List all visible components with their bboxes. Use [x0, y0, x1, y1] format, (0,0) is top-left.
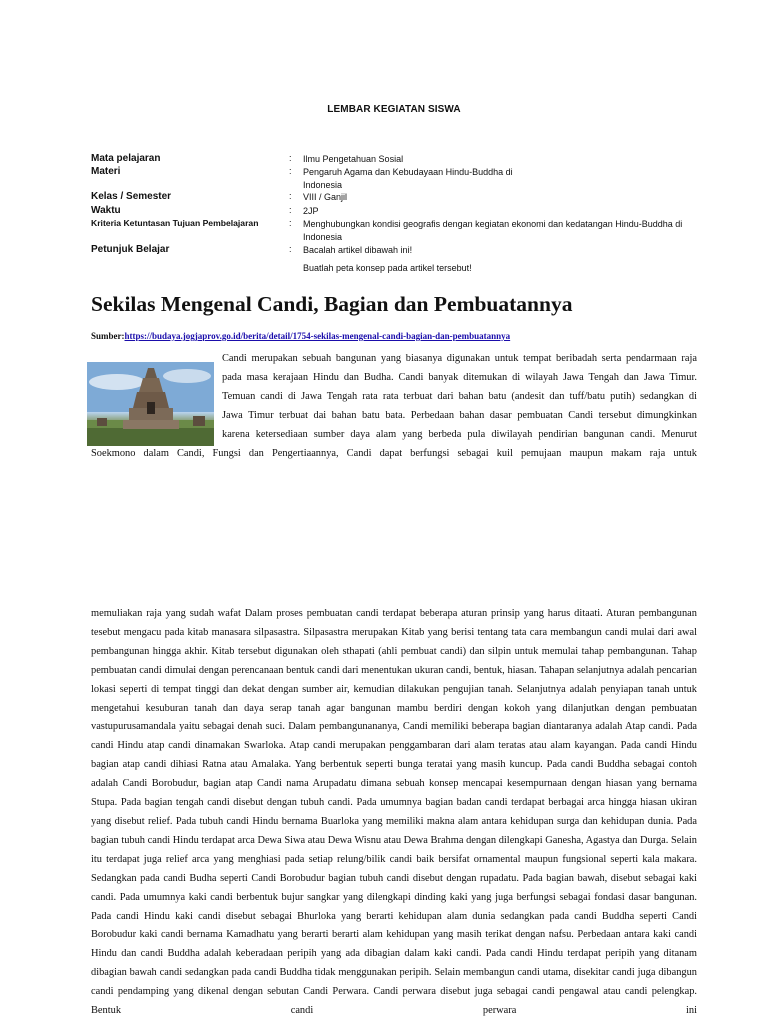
colon: : [289, 153, 292, 163]
article-line: Jawa Timur terbuat dai bahan batu bata. Perbedaan bahan dasar pembuatan Candi tersebut dimungkinkan [222, 409, 697, 421]
info-label: Petunjuk Belajar [91, 244, 170, 255]
article-source: Sumber:https://budaya.jogjaprov.go.id/berita/detail/1754-sekilas-mengenal-candi-bagian-dan-pembuatannya [91, 331, 511, 341]
article-continuation: memuliakan raja yang sudah wafat Dalam proses pembuatan candi terdapat beberapa aturan prinsip yang harus ditaati. Aturan pembangunan tesebut mengacu pada kitab manasara silpasastra. Silpasastra merupakan Kitab yang berisi tentang tata cara membangun candi mulai dari awal pembangunan hingga akhir. Kitab tersebut digunakan oleh sthapati (ahli pembuat candi) dan silpin untuk memulai tahap pembangunan. Tahap pembuatan candi dimulai dengan perencanaan bentuk candi dari menentukan ukuran candi, bentuk, hiasan. Tahapan selanjutnya adalah pencarian lokasi seperti di tempat tinggi dan dekat dengan sumber air, kemudian dilakukan pengujian tanah. Selanjutnya adalah penyiapan tanah untuk mengetahui kesuburan tanah dan daya serap tanah agar bangunan mambu berdiri dengan kokoh yang dilanjutkan dengan pembuatan vastupurusamandala yaitu sebagai denah suci. Dalam pembangunananya, Candi memiliki beberapa bagian diantaranya adalah Atap candi. Pada candi Hindu atap candi dinamakan Swarloka. Atap candi merupakan penggambaran dari alam teratas atau alam kayangan. Pada candi Hindu bagian atap candi dihiasi Ratna atau Amalaka. Yang berbentuk seperti bunga teratai yang masih kuncup. Pada candi Buddha sebagai contoh adalah Candi Borobudur, bagian atap Candi nama Arupadatu dimana sebuah konsep mencapai kesempurnaan dengan hiasan yang bernama Stupa. Pada bagian tengah candi disebut dengan tubuh candi. Pada umumnya bagian badan candi terdapat berbagai arca hingga hiasan ukiran yang disebut relief. Pada tubuh candi Hindu bernama Buarloka yang memiliki makna alam antara kehidupan surga dan kehidupan dunia. Pada bagian tubuh candi Hindu terdapat arca Dewa Siwa atau Dewa Wisnu atau Dewa Brahma dengan dilengkapi Ganesha, Agastya dan Durga. Selain itu terdapat juga relief arca yang menghiasi pada setiap relung/bilik candi baik bersifat ornamental maupun fungsional seperti kala makara. Sedangkan pada candi Budha seperti Candi Borobudur bagian tubuh candi disebut dengan rupadatu. Pada bagian bawah, disebut sebagai kaki candi. Pada umumnya kaki candi berbentuk bujur sangkar yang dilengkapi dinding kaki yang juga berfungsi sebagai fondasi dasar bangunan. Pada candi Hindu kaki candi disebut sebagai Bhurloka yang berarti kehidupan alam dunia sedangkan pada candi Buddha seperti Candi Borobudur kaki candi bernama Kamadhatu yang berarti berarti alam kehidupan yang masih terikat dengan nafsu. Perbedaan antara kaki candi Hindu dan candi Buddha adalah keberadaan peripih yang ada dibagian dalam kaki candi. Pada candi Hindu terdapat peripih yang ditanam dibagian bawah candi sedangkan pada candi Buddha tidak menggunakan peripih. Selain membangun candi utama, disekitar candi juga dibangun candi pendamping yang dikenal dengan sebutan Candi Perwara. Candi perwara disebut juga sebagai candi pengawal atau candi pelengkap. Bentuk candi perwara ini [91, 608, 697, 1017]
article-line: karena ketersediaan sumber daya alam yang berbeda pula diwilayah pendirian bangunan candi. Menurut [222, 428, 697, 440]
info-label: Materi [91, 166, 121, 177]
colon: : [289, 166, 292, 176]
candi-illustration [87, 362, 214, 446]
info-label: Kelas / Semester [91, 191, 172, 202]
info-value: Ilmu Pengetahuan Sosial [303, 154, 404, 164]
info-value: Bacalah artikel dibawah ini! [303, 245, 413, 255]
info-value: 2JP [303, 206, 319, 216]
colon: : [289, 205, 292, 215]
article-line-full: Soekmono dalam Candi, Fungsi dan Pengertiaannya, Candi dapat berfungsi sebagai kuil pemujaan maupun makam raja untuk [91, 448, 697, 459]
temple-photo [87, 362, 214, 446]
article-line: Temuan candi di Jawa Tengah rata rata terbuat dari bahan batu (andesit dan tuff/batu putih) sedangkan di [222, 390, 697, 402]
colon: : [289, 244, 292, 254]
info-value: VIII / Ganjil [303, 192, 348, 202]
article-line: Candi merupakan sebuah bangunan yang biasanya digunakan untuk tempat beribadah serta pendarmaan raja [222, 353, 697, 364]
source-link[interactable]: https://budaya.jogjaprov.go.id/berita/detail/1754-sekilas-mengenal-candi-bagian-dan-pembuatannya [124, 331, 511, 341]
article-title: Sekilas Mengenal Candi, Bagian dan Pembuatannya [91, 292, 573, 316]
info-value: Menghubungkan kondisi geografis dengan kegiatan ekonomi dan kedatangan Hindu-Buddha di Indonesia [303, 219, 683, 242]
worksheet-title: LEMBAR KEGIATAN SISWA [327, 104, 461, 115]
source-label: Sumber [91, 331, 122, 341]
extra-instruction: Buatlah peta konsep pada artikel tersebut! [303, 263, 472, 273]
info-value: Pengaruh Agama dan Kebudayaan Hindu-Buddha di Indonesia [303, 167, 513, 190]
article-paragraph-beside-image [222, 350, 697, 445]
info-label: Kriteria Ketuntasan Tujuan Pembelajaran [91, 218, 259, 228]
info-label: Mata pelajaran [91, 153, 161, 164]
colon: : [289, 218, 292, 228]
info-label: Waktu [91, 205, 121, 216]
colon: : [289, 191, 292, 201]
article-line: pada masa kerajaan Hindu dan Budha. Candi banyak ditemukan di wilayah Jawa Tengah dan Jawa Timur. [222, 371, 697, 383]
